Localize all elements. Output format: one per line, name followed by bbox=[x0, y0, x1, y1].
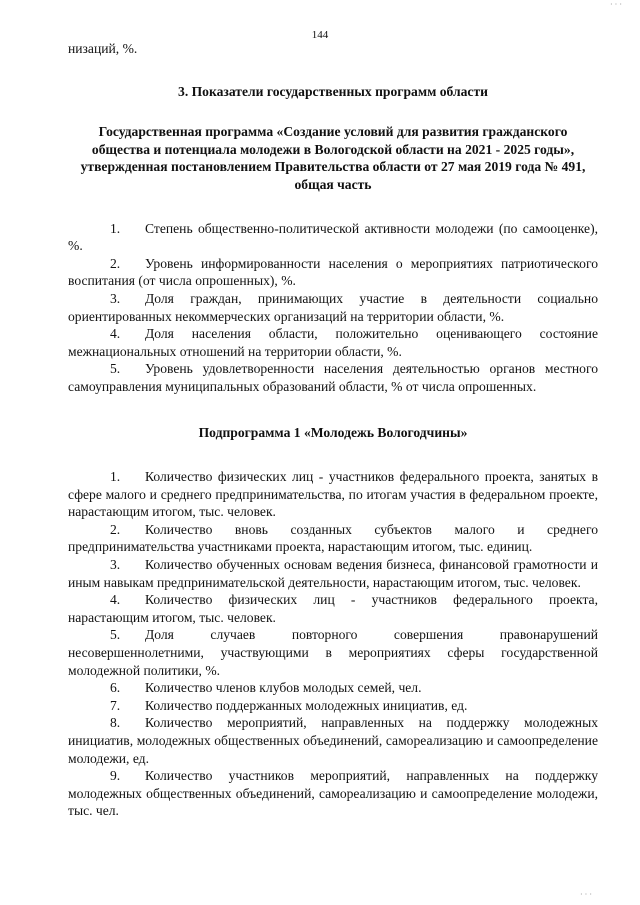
continuation-text: низаций, %. bbox=[68, 41, 138, 56]
list-item: 1. Степень общественно-политической активности молодежи (по самооценке), %. bbox=[68, 220, 598, 254]
list-item: 9. Количество участников мероприятий, направленных на поддержку молодежных общественных объединений, самореализацию и самоопределение молодежи, тыс. чел. bbox=[68, 768, 598, 819]
list-item: 4. Доля населения области, положительно оценивающего состояние межнациональных отношений на территории области, %. bbox=[68, 326, 598, 359]
list-item: 3. Доля граждан, принимающих участие в деятельности социально ориентированных некоммерческих организаций на территории области, %. bbox=[68, 290, 598, 324]
list-item: 5. Доля случаев повторного совершения правонарушений несовершеннолетними, участвующими в мероприятиях сферы государственной молодежной политики, %. bbox=[68, 627, 598, 678]
list-item: 2. Количество вновь созданных субъектов малого и среднего предпринимательства участниками проекта, нарастающим итогом, тыс. единиц. bbox=[68, 521, 598, 555]
program-heading: Государственная программа «Создание условий для развития гражданского общества и потенциала молодежи в Вологодской области на 2021 - 2025 годы», утвержденная постановлением Правительства области от 27 мая 2019 года № 491, общая часть bbox=[80, 124, 586, 192]
general-indicators-list bbox=[68, 220, 598, 396]
subprogram-heading: Подпрограмма 1 «Молодежь Вологодчины» bbox=[198, 424, 468, 440]
document-body bbox=[68, 40, 598, 820]
list-item: 7. Количество поддержанных молодежных инициатив, ед. bbox=[110, 697, 468, 713]
scan-artifact-bottom: · · · bbox=[580, 890, 592, 899]
page-number: 144 bbox=[311, 29, 329, 41]
list-item: 2. Уровень информированности населения о мероприятиях патриотического воспитания (от числа опрошенных), %. bbox=[68, 255, 598, 289]
list-item: 5. Уровень удовлетворенности населения деятельностью органов местного самоуправления муниципальных образований области, % от числа опрошенных. bbox=[68, 361, 598, 394]
section-heading: 3. Показатели государственных программ области bbox=[178, 83, 488, 99]
list-item: 4. Количество физических лиц - участников федерального проекта, нарастающим итогом, тыс. человек. bbox=[68, 592, 598, 625]
list-item: 1. Количество физических лиц - участников федерального проекта, занятых в сфере малого и среднего предпринимательства, по итогам участия в федеральном проекте, нарастающим итогом, тыс. человек. bbox=[68, 469, 598, 520]
list-item: 8. Количество мероприятий, направленных на поддержку молодежных инициатив, молодежных общественных объединений, самореализацию и самоопределение молодежи, ед. bbox=[68, 715, 598, 766]
subprogram-indicators-list bbox=[68, 468, 598, 820]
scan-artifact-top: · · · bbox=[610, 0, 622, 9]
list-item: 6. Количество членов клубов молодых семей, чел. bbox=[110, 680, 422, 696]
list-item: 3. Количество обученных основам ведения бизнеса, финансовой грамотности и иным навыкам предпринимательской деятельности, нарастающим итогом, тыс. человек. bbox=[68, 557, 598, 590]
